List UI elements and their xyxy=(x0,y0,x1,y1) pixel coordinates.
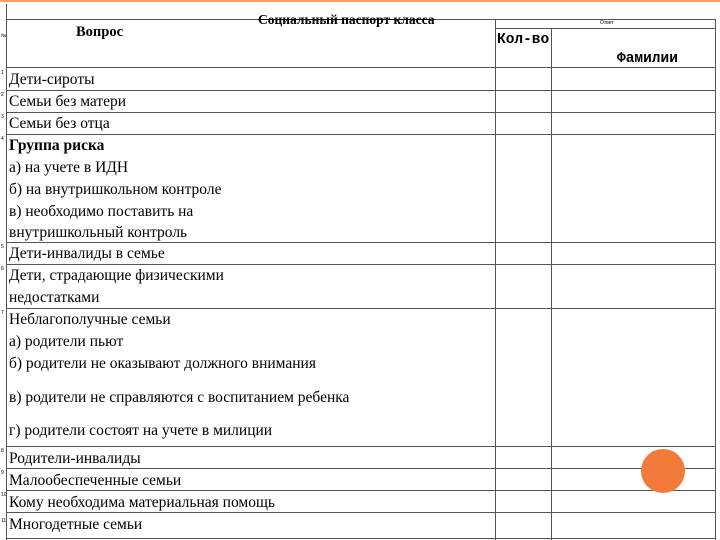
row-label: Кому необходима материальная помощь xyxy=(9,494,275,511)
table-right-border xyxy=(715,20,716,540)
row-border xyxy=(6,134,716,135)
row-number: 6 xyxy=(1,266,4,272)
page-title: Социальный паспорт класса xyxy=(258,12,435,27)
header-row-number: № xyxy=(1,33,7,39)
row-border xyxy=(6,242,716,243)
row-label: Многодетные семьи xyxy=(9,516,143,533)
row-border xyxy=(6,446,716,447)
row-number: 2 xyxy=(1,92,4,98)
table-left-border xyxy=(6,4,7,540)
row-number: 3 xyxy=(1,114,4,120)
row-sublabel: а) на учете в ИДН xyxy=(9,159,129,176)
row-number: 5 xyxy=(1,244,4,250)
row-border xyxy=(6,90,716,91)
row-sublabel: б) родители не оказывают должного внимания xyxy=(9,355,316,372)
row-border xyxy=(6,490,716,491)
row-number: 4 xyxy=(1,136,4,142)
row-number: 11 xyxy=(1,518,7,524)
row-sublabel: в) родители не справляются с воспитанием ребенка xyxy=(9,389,350,406)
row-number: 1 xyxy=(1,70,4,76)
row-label: Малообеспеченные семьи xyxy=(9,472,182,489)
answer-column-header: Ответ xyxy=(600,20,614,26)
row-label: Семьи без матери xyxy=(9,93,127,110)
row-border xyxy=(6,512,716,513)
answer-subheader-line xyxy=(495,28,716,29)
table-bottom-border xyxy=(6,538,716,539)
row-label: Родители-инвалиды xyxy=(9,450,141,467)
row-border xyxy=(6,468,716,469)
row-sublabel: внутришкольный контроль xyxy=(9,224,188,241)
row-label: Неблагополучные семьи xyxy=(9,311,171,328)
row-number: 8 xyxy=(1,448,4,454)
row-border xyxy=(6,308,716,309)
question-column-header: Вопрос xyxy=(76,24,124,40)
row-sublabel: а) родители пьют xyxy=(9,333,124,350)
row-number: 7 xyxy=(1,310,4,316)
row-label: недостатками xyxy=(9,289,100,306)
row-number: 9 xyxy=(1,470,4,476)
row-label: Семьи без отца xyxy=(9,115,110,132)
surnames-column-header: Фамилии xyxy=(617,51,678,67)
row-sublabel: г) родители состоят на учете в милиции xyxy=(9,422,273,439)
count-column-header: Кол-во xyxy=(497,32,550,48)
row-label: Группа риска xyxy=(9,137,105,154)
row-border xyxy=(6,112,716,113)
top-accent-line xyxy=(0,0,720,2)
row-label: Дети-инвалиды в семье xyxy=(9,245,165,262)
row-sublabel: в) необходимо поставить на xyxy=(9,203,194,220)
row-number: 10 xyxy=(1,492,7,498)
accent-circle-decoration xyxy=(641,449,685,493)
header-bottom-border xyxy=(6,67,716,68)
row-label: Дети-сироты xyxy=(9,71,95,88)
row-sublabel: б) на внутришкольном контроле xyxy=(9,181,222,198)
column-divider-count xyxy=(551,28,552,540)
row-label: Дети, страдающие физическими xyxy=(9,267,224,284)
row-border xyxy=(6,264,716,265)
column-divider-question xyxy=(495,20,496,540)
